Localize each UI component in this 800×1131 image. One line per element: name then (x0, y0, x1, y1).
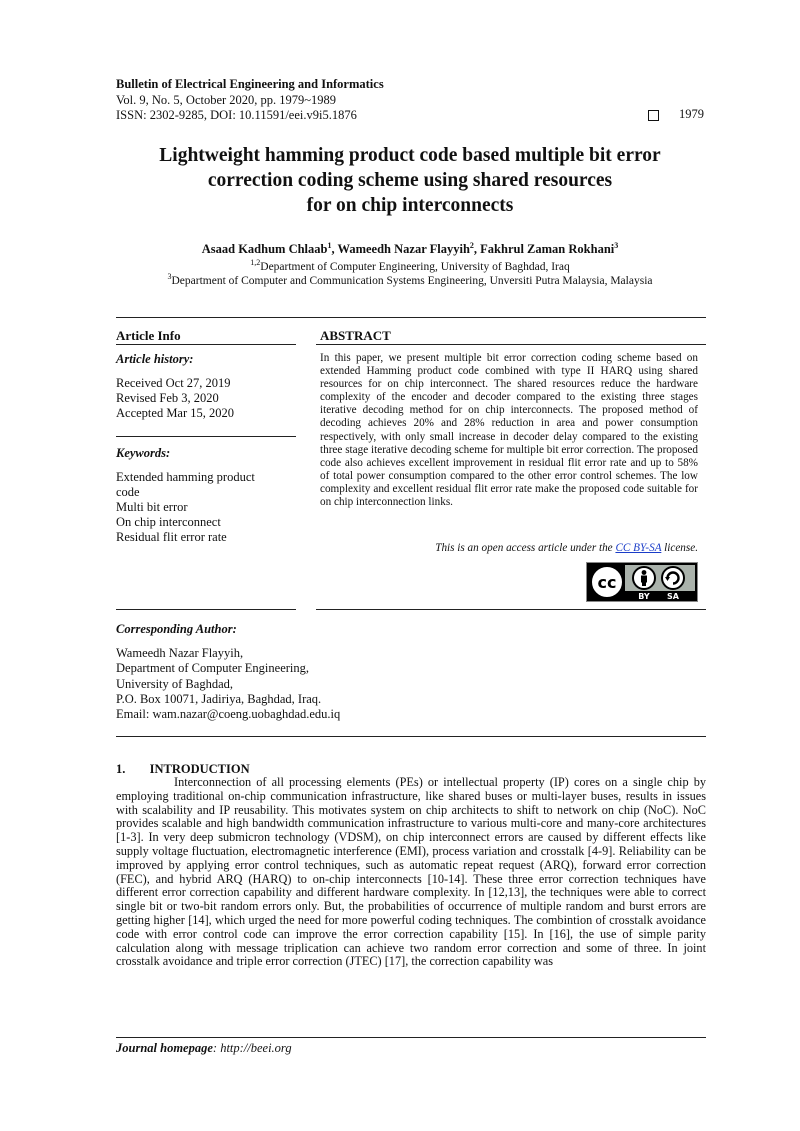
square-icon (648, 110, 659, 121)
corresponding-details (116, 646, 340, 722)
revised-date: Revised Feb 3, 2020 (116, 391, 219, 405)
keyword: Extended hamming product (116, 470, 255, 484)
cc-by-sa-link[interactable]: CC BY-SA (615, 542, 662, 554)
cc-letters: cc (597, 573, 617, 592)
homepage-label: Journal homepage (116, 1041, 213, 1055)
cc-badge-graphic (587, 563, 697, 601)
author-list: Asaad Kadhum Chlaab$^1$, Wameedh Nazar Flayyih$^2$, Fakhrul Zaman Rokhani$^3$ (201, 241, 619, 257)
author-sup: 1 (327, 241, 332, 250)
abstract-heading: ABSTRACT (320, 328, 391, 343)
license-suffix: license. (661, 542, 698, 554)
license-note (320, 542, 698, 554)
affiliation (100, 272, 720, 287)
homepage-sep: : (212, 1041, 221, 1055)
author-name: Asaad Kadhum Chlaab (201, 242, 328, 257)
author-name: Fakhrul Zaman Rokhani (480, 242, 615, 257)
volume-info: Vol. 9, No. 5, October 2020, pp. 1979~1989 (116, 93, 337, 107)
affiliation (100, 258, 720, 273)
history-heading: Article history: (116, 352, 194, 366)
sa-label: SA (667, 592, 679, 601)
abstract-bottom-divider (316, 609, 706, 610)
author-sup: 3 (614, 241, 619, 250)
info-divider (116, 344, 296, 345)
info-bottom-divider (116, 609, 296, 610)
affiliation-sup: 1,2 (250, 258, 261, 267)
article-history (116, 376, 234, 421)
affiliation-sup: 3 (167, 272, 172, 281)
share-alike-icon (662, 567, 684, 589)
title-line: for on chip interconnects (306, 195, 514, 216)
top-divider (116, 317, 706, 318)
license-prefix: This is an open access article under the (435, 542, 616, 554)
keyword: Multi bit error (116, 500, 188, 514)
homepage-link[interactable]: http://beei.org (220, 1041, 292, 1055)
abstract-text: In this paper, we present multiple bit error correction coding scheme based on extended Hamming product code combined with type II HARQ using shared resources for on chip interconnect. The shared resources reduce the hardware complexity of the encoder and decoder compared to the existing three stages iterative decoding method for on chip interconnects. The proposed method of decoding achieves 20% and 28% reduction in area and power consumption respectively, with only small increase in decoder delay compared to the existing three stage iterative decoding scheme for multiple bit error correction. The proposed code also achieves excellent improvement in residual flit error rate and up to 58% of total power consumption compared to the other error control schemes. The low complexity and excellent residual flit error rate make the proposed code suitable for on chip interconnection links. (320, 352, 698, 509)
section-divider (116, 736, 706, 737)
affiliation-text: Department of Computer Engineering, University of Baghdad, Iraq (260, 260, 570, 273)
corresponding-univ: University of Baghdad, (116, 676, 233, 691)
article-info-heading: Article Info (116, 328, 181, 343)
page-number: 1979 (679, 107, 704, 121)
author-name: Wameedh Nazar Flayyih (337, 242, 470, 257)
keywords-heading: Keywords: (116, 446, 171, 460)
keyword-list (116, 470, 255, 545)
corresponding-heading: Corresponding Author: (116, 622, 237, 636)
keyword: code (116, 485, 140, 499)
paper-title (100, 143, 720, 218)
footer-divider (116, 1037, 706, 1038)
section-title: INTRODUCTION (149, 762, 250, 776)
issn-doi: ISSN: 2302-9285, DOI: 10.11591/eei.v9i5.1876 (116, 108, 357, 122)
introduction-body (116, 776, 706, 969)
section-number: 1. (116, 762, 126, 776)
journal-name: Bulletin of Electrical Engineering and Informatics (116, 77, 384, 91)
corresponding-name: Wameedh Nazar Flayyih, (116, 646, 244, 660)
keyword: Residual flit error rate (116, 530, 227, 544)
keywords-divider (116, 436, 296, 437)
corresponding-dept: Department of Computer Engineering, (116, 661, 309, 676)
corresponding-email: Email: wam.nazar@coeng.uobaghdad.edu.iq (116, 707, 341, 722)
received-date: Received Oct 27, 2019 (116, 376, 231, 390)
title-line: Lightweight hamming product code based multiple bit error (159, 145, 661, 166)
author-sup: 2 (469, 241, 474, 250)
affiliation-text: Department of Computer and Communication Systems Engineering, Unversiti Putra Malaysia, Malaysia (171, 274, 653, 287)
abstract-divider (316, 344, 706, 345)
cc-by-sa-badge[interactable] (586, 562, 698, 602)
corresponding-address: P.O. Box 10071, Jadiriya, Baghdad, Iraq. (116, 691, 322, 706)
keyword: On chip interconnect (116, 515, 221, 529)
accepted-date: Accepted Mar 15, 2020 (116, 406, 235, 420)
by-label: BY (638, 592, 650, 601)
title-line: correction coding scheme using shared resources (207, 170, 613, 191)
journal-homepage (116, 1041, 292, 1056)
introduction-paragraph: Interconnection of all processing elements (PEs) or intellectual property (IP) cores on a single chip by employing traditional on-chip communication infrastructure, like shared buses or multi-layer buses, results in issues with scalability and IP reusability. This motivates system on chip architects to shift to network on chip (NoC). NoC provides scalable and high bandwidth communication infrastructure to various multi-core and many-core architectures [1-3]. In very deep submicron technology (VDSM), on chip interconnect errors are caused by different effects like supply voltage fluctuation, electromagnetic interference (EMI), process variation and crosstalk [4-9]. Reliability can be improved by applying error control techniques, such as automatic repeat request (ARQ), forward error correction (FEC), and hybrid ARQ (HARQ) to on-chip interconnects [10-14]. These three error correction techniques have different error correction capability and different hardware complexity. In [12,13], the techniques were able to correct single bit or two-bit random errors only. But, the probabilities of occurrence of multiple random and burst errors are getting higher [14], which urged the need for more powerful coding techniques. The combintion of crosstalk avoidance code with error control code can improve the error correction capability [15]. In [16], the use of simple parity calculation along with message triplication can achieve two random error correction and some of three. In joint crosstalk avoidance and triple error correction (JTEC) [17], the correction capability was (116, 775, 706, 969)
